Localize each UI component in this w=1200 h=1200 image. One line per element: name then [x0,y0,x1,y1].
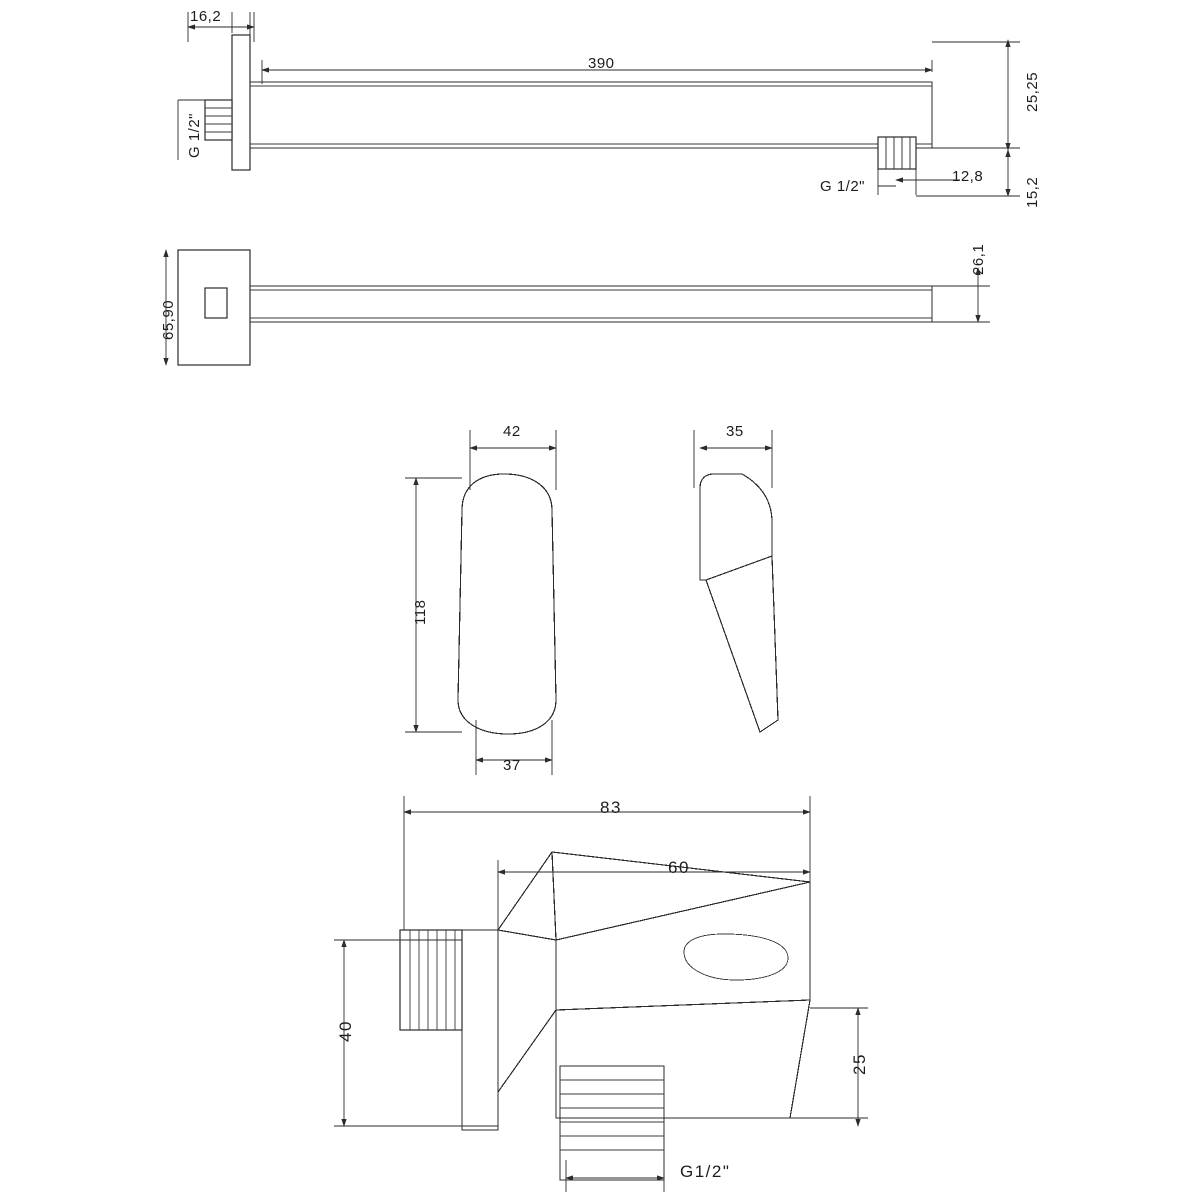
dimension-label-83: 83 [600,798,622,817]
dimension-label-25-25: 25,25 [1024,71,1041,112]
dimension-label-35: 35 [726,423,744,440]
dimension-label-40: 40 [336,1020,355,1042]
dimension-label-118: 118 [412,599,429,625]
dimension-label-25: 25 [850,1053,869,1075]
dimension-label-37: 37 [503,757,521,774]
view-shower-arm-side [178,12,1020,196]
view-lever-handle-side [694,430,778,732]
dimension-label-15-2: 15,2 [1024,176,1041,208]
dimension-label-16-2: 16,2 [190,8,222,25]
dimension-label-390: 390 [588,55,615,72]
dimension-label-60: 60 [668,858,690,877]
view-wall-outlet-elbow [334,796,868,1192]
dimension-label-42: 42 [503,423,521,440]
thread-label-g-half-left: G 1/2" [186,112,203,158]
dimension-label-26-1: 26,1 [970,243,987,275]
thread-label-g-half-bottom: G1/2" [680,1162,731,1181]
thread-label-g-half-mid: G 1/2" [820,178,866,195]
dimension-label-12-8: 12,8 [952,168,984,185]
dimension-label-65-90: 65,90 [160,299,177,340]
view-shower-arm-front [166,250,990,365]
